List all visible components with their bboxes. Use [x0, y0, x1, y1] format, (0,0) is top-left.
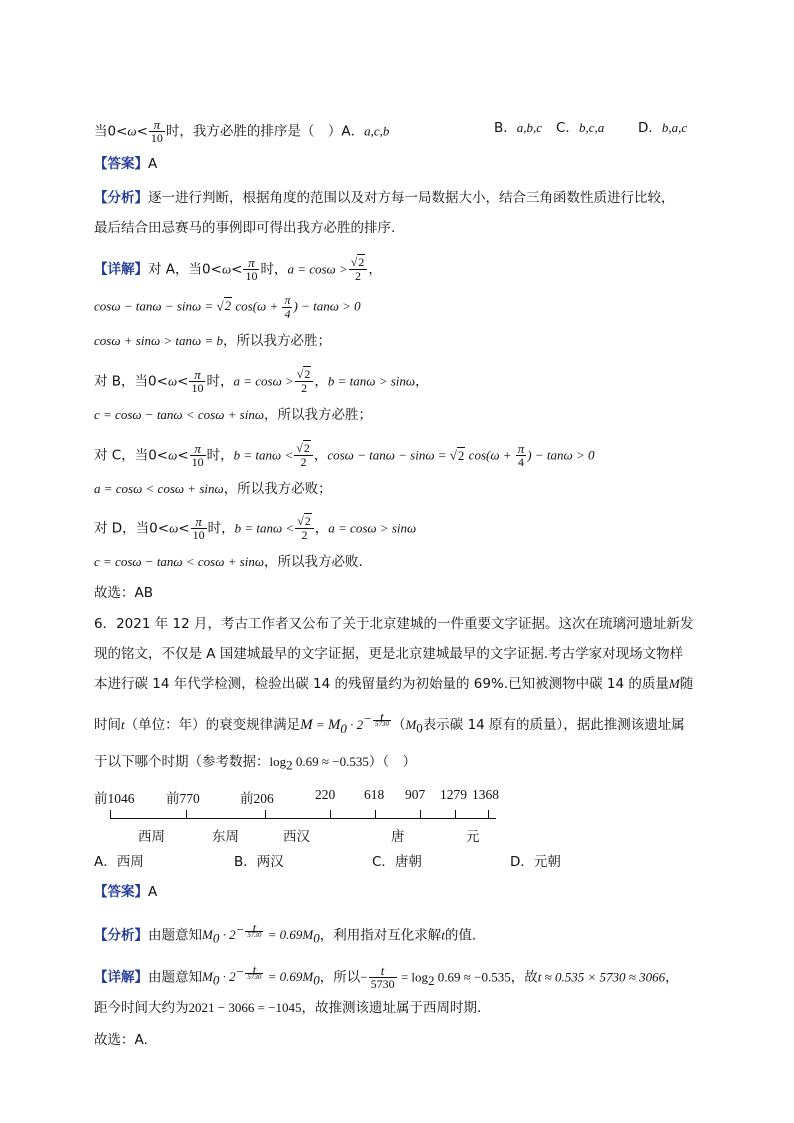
timeline-tick: [186, 810, 187, 818]
shi-text: 时，: [207, 520, 235, 537]
case-b-expr2: b = tanω > sinω: [327, 373, 416, 389]
log-value: 0.69 ≈ −0.535: [292, 754, 369, 769]
analysis-tag: 【分析】: [94, 190, 148, 206]
sqrt-radicand: 2: [457, 447, 465, 463]
eq-m0-sub: 0: [212, 972, 220, 988]
law-m: M: [300, 717, 313, 733]
law-m0: M: [327, 717, 341, 733]
law-m0-sub: 0: [340, 721, 347, 736]
q6-option-c: C．唐朝: [372, 854, 422, 870]
eq-exponent: − t 5730: [235, 919, 262, 939]
q6-line3: [94, 674, 693, 694]
law-eq: =: [312, 717, 328, 732]
eq-m0: M: [202, 927, 213, 943]
sqrt2-over-2-fraction: $\frac{√2}{2}$: [294, 442, 313, 469]
q6-answer: [94, 882, 157, 902]
paren-open: （: [391, 717, 406, 733]
frac-den: 10: [191, 455, 204, 469]
timeline-era: 西汉: [283, 829, 310, 845]
timeline-year: 1279: [440, 787, 467, 802]
sqrt2-over-2-fraction: $\frac{√2}{2}$: [349, 256, 368, 283]
sqrt2-over-2-fraction: $\frac{√2}{2}$: [295, 515, 314, 542]
q5-option-d: [638, 118, 687, 138]
option-a-value: a,c,b: [364, 123, 390, 139]
eq-m0-sub: 0: [313, 972, 320, 988]
q5-answer: [94, 154, 157, 174]
eq-base: · 2: [219, 969, 236, 985]
frac-den: 4: [284, 307, 291, 321]
eq-m0-sub: 0: [313, 930, 320, 946]
timeline-tick: [265, 810, 266, 818]
lt-sign: <: [231, 261, 243, 278]
sqrt-radicand: 2: [303, 441, 310, 455]
frac-num: π: [517, 441, 525, 456]
q6-line2: 现的铭文，不仅是 A 国建城最早的文字证据，更是北京建城最早的文字证据.考古学家对现场文物样: [94, 646, 684, 662]
exp-den: 5730: [247, 930, 262, 939]
q6-conclusion: 故选：A.: [94, 1032, 148, 1048]
eq2-tail: ，所以我方必胜；: [222, 333, 331, 349]
q6-option-a: A．西周: [94, 854, 144, 870]
omega-var: ω: [169, 520, 179, 536]
comma: ，: [314, 520, 329, 537]
m0-var: M: [405, 717, 417, 732]
eq1-right: ) − tanω > 0: [293, 298, 361, 314]
eq-m0: M: [202, 969, 213, 985]
eq-base: · 2: [219, 927, 236, 943]
case-a-intro: 对 A，当0<: [148, 261, 222, 278]
analysis-pre: 由题意知: [148, 927, 202, 944]
eq-m0: M: [302, 927, 314, 943]
shi-text: 时，: [260, 261, 288, 278]
q6-line1: 6．2021 年 12 月，考古工作者又公布了关于北京建城的一件重要文字证据。这次在琉璃河遗址新发: [94, 616, 694, 632]
eq1-left: cosω − tanω − sinω =: [94, 298, 217, 314]
omega-var: ω: [167, 373, 178, 389]
comma: ，: [415, 373, 429, 390]
detail-mid2: ，故: [510, 969, 538, 986]
mass-var: M: [668, 676, 680, 691]
minus-sign: −: [360, 969, 368, 985]
log-eq: = log: [397, 969, 429, 985]
timeline-era: 唐: [391, 829, 405, 845]
eq4-tail: ，所以我方必败；: [223, 481, 332, 497]
prompt-rest: 时，我方必胜的排序是（ ）A．: [165, 123, 365, 140]
timeline-tick: [488, 810, 489, 818]
m0-sub: 0: [416, 720, 423, 736]
pi-over-4-fraction: [282, 294, 292, 321]
frac-den: 10: [245, 269, 258, 283]
timeline-tick: [375, 810, 376, 818]
case-c-expr1: b = tanω <: [233, 447, 294, 463]
detail-pre: 由题意知: [148, 969, 202, 986]
q5-eq5: [94, 552, 363, 572]
case-d-expr2: a = cosω > sinω: [328, 520, 417, 536]
timeline-year: 1368: [472, 787, 499, 802]
eq2-expr: cosω + sinω > tanω = b: [94, 333, 223, 348]
sqrt-radicand: 2: [358, 255, 365, 269]
q5-analysis-line2: 最后结合田忌赛马的事例即可得出我方必胜的排序.: [94, 220, 396, 236]
q5-detail-c: 对 C，当0<ω< $\frac{\pi}{10}$ 时，b = tanω < $\frac{√2}{2}$ ，cosω − tanω − sinω = √2 cos(ω + $\frac{\pi}{4}$ ) − tanω > 0: [94, 441, 595, 469]
q6-line5: [94, 752, 416, 776]
frac-den: 4: [518, 455, 525, 469]
detail-tag: 【详解】: [94, 261, 148, 278]
lt-sign: <: [177, 373, 189, 390]
line2-pre: 距今时间大约为: [94, 1000, 189, 1016]
q5-option-c: [556, 118, 604, 138]
timeline-era: 西周: [138, 829, 165, 845]
eq-m0-sub: 0: [212, 930, 220, 946]
eq-rhs: = 0.69: [264, 969, 303, 985]
q5-analysis-line1: [94, 188, 675, 208]
omega-var: ω: [221, 261, 232, 277]
omega-var: ω: [168, 447, 178, 463]
option-b-value: a,b,c: [516, 120, 543, 135]
option-c-label: C．: [556, 120, 579, 136]
q6-analysis: [94, 920, 476, 949]
frac-num: π: [149, 118, 165, 132]
q5-detail-a: [94, 256, 382, 283]
case-d-expr1: b = tanω <: [234, 520, 295, 536]
t-calc: t ≈ 0.535 × 5730 ≈ 3066: [537, 969, 666, 985]
q5-prompt: [94, 118, 389, 145]
q6-line3-end: 随: [679, 676, 694, 692]
case-c-intro: 对 C，当0<: [94, 447, 169, 464]
option-b-label: B．: [494, 120, 517, 136]
q6-detail-line2: [94, 998, 481, 1018]
comma: ，: [313, 447, 328, 464]
eq4-expr: a = cosω < cosω + sinω: [94, 481, 224, 496]
frac-den: 2: [301, 381, 308, 395]
decay-equation: [202, 919, 320, 946]
timeline-tick: [455, 810, 456, 818]
analysis-post2: 的值.: [444, 927, 477, 944]
q5-eq3: [94, 405, 372, 425]
answer-tag: 【答案】: [94, 884, 148, 900]
lt-sign: <: [136, 123, 148, 140]
prompt-lead: 当0<: [94, 123, 128, 140]
case-d-intro: 对 D，当0<: [94, 520, 170, 537]
answer-value: A: [148, 156, 158, 172]
decay-law: [300, 708, 392, 736]
q5-eq1: cosω − tanω − sinω = √2 cos(ω + $\frac{\pi}{4}$ ) − tanω > 0: [94, 293, 361, 321]
frac-num: π: [243, 256, 259, 270]
q6-line4-b: （单位：年）的衰变规律满足: [124, 717, 301, 733]
log-base: 2: [428, 973, 435, 989]
analysis-text: 逐一进行判断，根据角度的范围以及对方每一局数据大小，结合三角函数性质进行比较，: [148, 190, 675, 206]
sqrt2-over-2-fraction: $\frac{√2}{2}$: [295, 368, 314, 395]
case-b-intro: 对 B，当0<: [94, 373, 168, 390]
comma: ，: [665, 969, 679, 986]
frac-den: 10: [191, 381, 204, 395]
q6-line5-a: 于以下哪个时期（参考数据：: [94, 754, 270, 770]
q6-line4-a: 时间: [94, 717, 121, 733]
timeline-year: 前1046: [94, 791, 135, 806]
q5-option-b: [494, 118, 542, 138]
q5-eq4: [94, 479, 332, 499]
frac-den: 2: [301, 528, 308, 542]
timeline-axis: [110, 818, 496, 819]
sqrt-radicand: 2: [304, 514, 311, 528]
pi-over-10-fraction: [189, 368, 205, 395]
q6-line4: [94, 709, 685, 739]
eq5-expr: c = cosω − tanω < cosω + sinω: [94, 554, 265, 569]
frac-num: π: [189, 368, 205, 382]
analysis-tag: 【分析】: [94, 927, 148, 944]
q5-detail-b: [94, 368, 429, 395]
case-b-expr1: a = cosω >: [233, 373, 294, 389]
line2-calc: 2021 − 3066 = −1045: [188, 1000, 302, 1015]
time-var: t: [441, 927, 445, 943]
line2-post: ，故推测该遗址属于西周时期.: [301, 1000, 482, 1016]
eq3-expr: c = cosω − tanω < cosω + sinω: [94, 407, 265, 422]
frac-num: π: [190, 442, 206, 456]
time-var: t: [121, 717, 125, 732]
lt-sign: <: [178, 520, 190, 537]
timeline-tick: [330, 810, 331, 818]
frac-den: 2: [300, 455, 307, 469]
q5-conclusion: 故选：AB: [94, 585, 153, 601]
answer-tag: 【答案】: [94, 156, 148, 172]
shi-text: 时，: [206, 373, 234, 390]
frac-den: 10: [150, 131, 163, 145]
log-text: log: [269, 754, 287, 769]
frac-den: 2: [355, 269, 362, 283]
frac-den: 5730: [370, 976, 395, 991]
t-over-5730-fraction: [369, 964, 397, 991]
q6-line3-text: 本进行碳 14 年代学检测，检验出碳 14 的残留量约为初始量的 69%.已知被测物中碳 14 的质量: [94, 676, 669, 692]
log-base: 2: [286, 757, 293, 773]
decay-equation: [202, 961, 320, 988]
timeline-year: 220: [315, 787, 336, 802]
exp-den: 5730: [247, 972, 262, 981]
sqrt-radicand: 2: [304, 367, 311, 381]
exp-num: t: [245, 924, 263, 932]
timeline-year: 前206: [240, 791, 274, 806]
detail-tag: 【详解】: [94, 969, 148, 986]
pi-over-4-fraction: [516, 442, 527, 469]
shi-text: 时，: [206, 447, 234, 464]
q6-option-d: D．元朝: [510, 854, 561, 870]
eq1-cos: cos(ω +: [232, 298, 282, 314]
timeline-year: 907: [405, 787, 426, 802]
q6-line5-b: ）（ ）: [368, 754, 417, 770]
comma: ，: [368, 261, 382, 278]
option-d-value: b,a,c: [661, 120, 688, 135]
omega-var: ω: [127, 123, 137, 139]
exp-den: 5730: [374, 719, 389, 728]
timeline-year: 618: [364, 787, 385, 802]
law-base: · 2: [346, 717, 364, 732]
pi-over-10-fraction: [149, 118, 165, 145]
sqrt-radicand: 2: [224, 298, 232, 314]
exp-num: t: [373, 713, 391, 721]
timeline-tick: [420, 810, 421, 818]
option-d-label: D．: [638, 120, 662, 136]
timeline-year: 前770: [166, 791, 200, 806]
q6-option-b: B．两汉: [234, 854, 284, 870]
pi-over-10-fraction: [243, 256, 259, 283]
eq-rhs: = 0.69: [264, 927, 303, 943]
frac-num: t: [369, 964, 397, 978]
q6-line4-d: 表示碳 14 原有的质量），据此推测该遗址属: [422, 717, 685, 733]
frac-num: π: [284, 293, 291, 307]
eq5-tail: ，所以我方必败.: [264, 554, 363, 570]
q6-detail: [94, 962, 679, 991]
lt-sign: <: [177, 447, 189, 464]
option-c-value: b,c,a: [578, 120, 605, 135]
answer-value: A: [148, 884, 158, 900]
eq-m0: M: [302, 969, 314, 985]
detail-mid: ，所以: [319, 969, 361, 986]
frac-den: 10: [192, 528, 205, 542]
pi-over-10-fraction: [190, 442, 206, 469]
exp-num: t: [245, 966, 263, 974]
case-a-expr: a = cosω >: [287, 261, 348, 277]
eq-exponent: − t 5730: [235, 961, 262, 981]
eq1-right: ) − tanω > 0: [527, 447, 595, 463]
eq3-tail: ，所以我方必胜；: [264, 407, 373, 423]
eq1-cos: cos(ω +: [465, 447, 515, 463]
pi-over-10-fraction: [191, 515, 207, 542]
timeline-tick: [110, 810, 111, 818]
eq1-left: cosω − tanω − sinω =: [327, 447, 450, 463]
timeline-era: 东周: [212, 829, 239, 845]
q5-detail-d: [94, 515, 416, 542]
log-value: 0.69 ≈ −0.535: [434, 969, 511, 985]
q5-eq2: [94, 331, 331, 351]
analysis-post: ，利用指对互化求解: [319, 927, 442, 944]
frac-num: π: [191, 515, 207, 529]
comma: ，: [314, 373, 328, 390]
law-exponent: − t 5730: [363, 708, 389, 728]
timeline-era: 元: [466, 829, 480, 845]
